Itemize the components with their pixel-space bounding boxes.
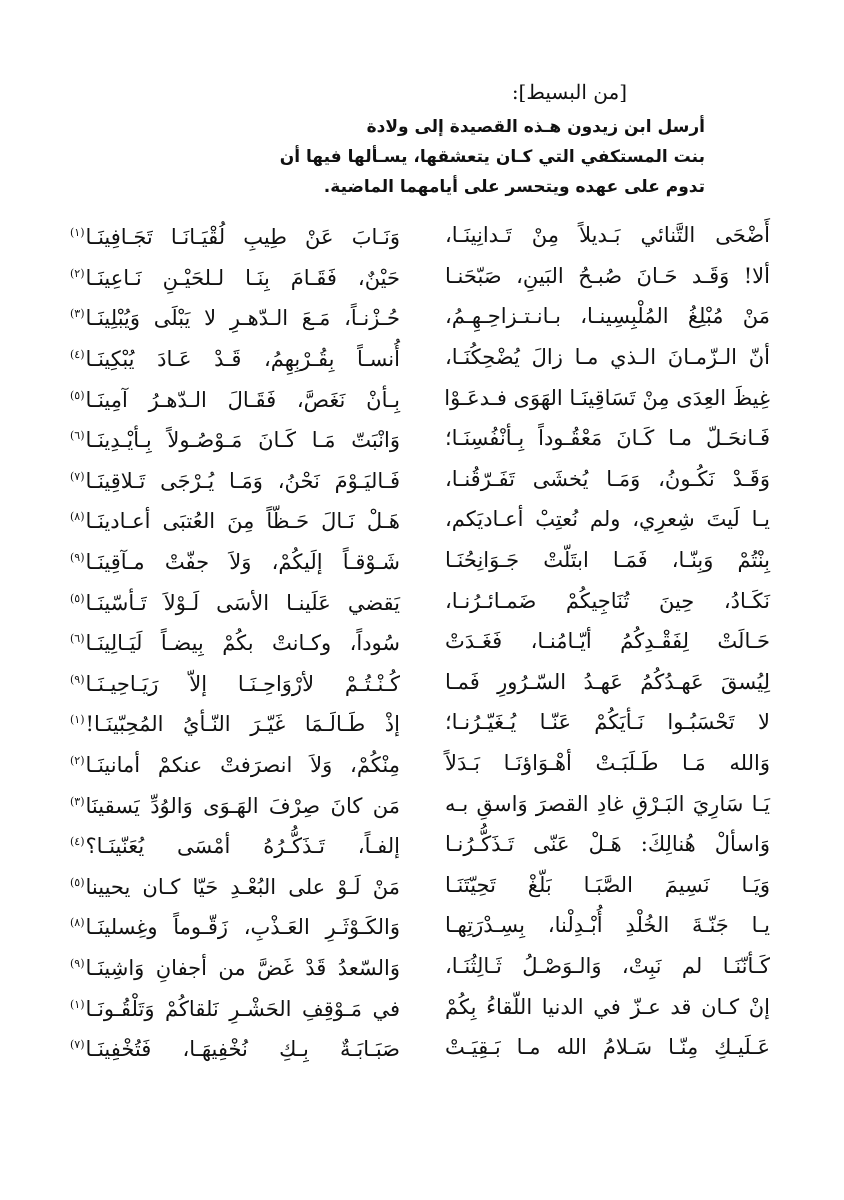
- verse-second-hemistich-text: مِنْكُمْ، وَلاَ انصرَفتْ عنكمْ أمانينَـا: [85, 753, 400, 778]
- footnote-marker: (٨): [70, 916, 85, 930]
- verse-row: [70, 946, 770, 987]
- footnote-marker: (١): [70, 226, 85, 240]
- verse-second-hemistich-text: وَنَـابَ عَنْ طِيبِ لُقْيَـانَـا تَجَـافِينَـا: [85, 225, 400, 250]
- verse-first-hemistich: حَـالَتْ لِفَقْـدِكُمُ أيّـامُنـا، فَغَـدَتْ: [445, 629, 770, 654]
- introduction-paragraph: [145, 112, 705, 202]
- footnote-marker: (٤): [70, 348, 85, 362]
- verse-second-hemistich: [70, 335, 400, 379]
- footnote-marker: (٥): [70, 388, 85, 402]
- verse-row: [70, 418, 770, 459]
- poem-verses: [70, 215, 770, 1067]
- intro-line: تدوم على عهده ويتحسر على أيامهما الماضية.: [323, 177, 705, 197]
- footnote-marker: (٧): [70, 1038, 85, 1052]
- footnote-marker: (١): [70, 997, 85, 1011]
- verse-row: [70, 337, 770, 378]
- verse-first-hemistich: لِيُسقَ عَهـدُكُمُ عَهـدُ السّـرُورِ فَمـا: [445, 669, 770, 694]
- verse-second-hemistich-text: سُوداً، وكـانتْ بكُمْ بِيضـاً لَيَـالِينَـا: [85, 631, 400, 656]
- verse-first-hemistich: يَـا سَارِيَ البَـرْقِ غادِ القصرَ وَاسقِ بـه: [445, 791, 770, 816]
- verse-row: [70, 824, 770, 865]
- footnote-marker: (٢): [70, 266, 85, 280]
- verse-first-hemistich: وَقَـدْ نَكُـونُ، وَمَـا يُخشَى تَفَـرّقُنـا،: [445, 466, 770, 491]
- footnote-marker: (٩): [70, 672, 85, 686]
- verse-row: [70, 499, 770, 540]
- verse-second-hemistich-text: وَانْبَتّ مَـا كَـانَ مَـوْصُـولاً بِـأيْـدِينَـا: [85, 428, 400, 453]
- verse-row: [70, 296, 770, 337]
- verse-second-hemistich: [70, 985, 400, 1029]
- verse-second-hemistich-text: بِـأنْ نَغَصَّ، فَقَـالَ الـدّهـرُ آمِينَـا: [85, 387, 400, 412]
- verse-second-hemistich: [70, 416, 400, 460]
- footnote-marker: (٥): [70, 875, 85, 889]
- verse-second-hemistich: [70, 660, 400, 704]
- verse-row: [70, 540, 770, 581]
- verse-first-hemistich: ألا! وَقَـد حَـانَ صُبـحُ البَينِ، صَبّحَنـا: [445, 263, 770, 288]
- verse-second-hemistich-text: صَبَـابَـةٌ بِـكِ نُخْفِيهَـا، فَتُخْفِينَـا: [85, 1037, 400, 1062]
- verse-second-hemistich-text: وَالكَـوْثَـرِ العَـذْبِ، زَقّـوماً وغِسلينَـا: [85, 915, 400, 940]
- verse-second-hemistich: [70, 579, 400, 623]
- verse-row: [70, 905, 770, 946]
- verse-second-hemistich-text: أُنسـاً بِقُـرْبِهِمُ، قَـدْ عَـادَ يُبْكِينَـا: [85, 347, 400, 372]
- footnote-marker: (٩): [70, 551, 85, 565]
- verse-second-hemistich-text: وَالسّعدُ قَدْ غَضَّ من أجفانِ وَاشِينَـا: [85, 955, 400, 980]
- footnote-marker: (١): [70, 713, 85, 727]
- verse-second-hemistich-text: شَـوْقـاً إلَيكُمْ، وَلاَ جفّتْ مـآقِينَـا: [85, 550, 400, 575]
- verse-second-hemistich: [70, 782, 400, 826]
- verse-row: [70, 702, 770, 743]
- verse-second-hemistich: [70, 213, 400, 257]
- footnote-marker: (٥): [70, 591, 85, 605]
- verse-row: [70, 986, 770, 1027]
- verse-first-hemistich: وَالله مَـا طَـلَبَـتْ أهْـوَاؤنَـا بَـدَلاً: [445, 751, 770, 776]
- verse-first-hemistich: أَضْحَى التَّنائي بَـديلاً مِنْ تَـدانِينَـا،: [445, 223, 770, 248]
- verse-first-hemistich: يـا لَيتَ شِعرِي، ولم نُعتِبْ أعـاديَكم،: [445, 507, 770, 532]
- verse-second-hemistich: [70, 294, 400, 338]
- verse-row: [70, 621, 770, 662]
- verse-second-hemistich-text: هَـلْ نَـالَ حَـظّاً مِنَ العُتبَى أعـادينَـا: [85, 509, 400, 534]
- verse-row: [70, 377, 770, 418]
- verse-first-hemistich: نَكَـادُ، حِينَ تُنَاجِيكُمْ ضَمـائـرُنـا،: [445, 588, 770, 613]
- verse-first-hemistich: يـا جَنّـةَ الخُلْدِ أُبْـدِلْنا، بِسِـدْرَتِهـا: [445, 913, 770, 938]
- verse-second-hemistich: [70, 497, 400, 541]
- verse-second-hemistich: [70, 863, 400, 907]
- verse-second-hemistich-text: حُـزْنـاً، مَـعَ الـدّهـرِ لا يَبْلَى وَيُبْلِينَـا: [85, 306, 400, 331]
- meter-label: [من البسيط]:: [511, 80, 627, 104]
- footnote-marker: (٩): [70, 956, 85, 970]
- verse-second-hemistich-text: فَـاليَـوْمَ نَحْنُ، وَمَـا يُـرْجَى تَـلاقِينَـا: [85, 468, 400, 493]
- verse-row: [70, 743, 770, 784]
- verse-first-hemistich: عَـلَيـكِ مِنّـا سَـلامُ الله مـا بَـقِيَـتْ: [445, 1035, 770, 1060]
- verse-row: [70, 662, 770, 703]
- footnote-marker: (٣): [70, 307, 85, 321]
- footnote-marker: (٦): [70, 429, 85, 443]
- verse-second-hemistich: [70, 376, 400, 420]
- verse-first-hemistich: لا تَحْسَبُـوا نَـأيَكُمْ عَنّـا يُـغَيّـرُنـا؛: [445, 710, 770, 735]
- verse-second-hemistich: [70, 254, 400, 298]
- verse-second-hemistich-text: إلفـاً، تَـذَكُّـرُهُ أمْسَى يُعَنّينَـا؟: [85, 834, 400, 859]
- verse-first-hemistich: إنْ كـان قد عـزّ في الدنيا اللّقاءُ بِكُمْ: [445, 994, 770, 1019]
- verse-row: [70, 215, 770, 256]
- footnote-marker: (٣): [70, 794, 85, 808]
- verse-first-hemistich: كَـأنّنَـا لم نَبِتْ، وَالـوَصْـلُ ثَـالِثُنَـا،: [445, 953, 770, 978]
- verse-row: [70, 459, 770, 500]
- footnote-marker: (٤): [70, 835, 85, 849]
- verse-first-hemistich: أنّ الـزّمـانَ الـذي مـا زالَ يُضْحِكُنَـا،: [445, 345, 770, 370]
- verse-second-hemistich-text: حَيْنٌ، فَقَـامَ بِنَـا لـلحَيْـنِ نَـاعِينَـا: [85, 265, 400, 290]
- verse-second-hemistich-text: إذْ طَـالَـمَا غَيّـرَ النّـأيُ المُحِبّينَـا!: [85, 712, 400, 737]
- verse-first-hemistich: بِنْتُمْ وَبِنّـا، فَمَـا ابتَلّتْ جَـوَانِحُنَـا: [445, 548, 770, 573]
- footnote-marker: (٨): [70, 510, 85, 524]
- verse-row: [70, 1027, 770, 1068]
- verse-second-hemistich-text: مَن كانَ صِرْفَ الهَـوَى وَالوُدِّ يَسقينَا: [85, 793, 400, 818]
- intro-line: أرسل ابن زيدون هـذه القصيدة إلى ولادة: [366, 117, 705, 137]
- verse-first-hemistich: مَنْ مُبْلِغُ المُلْبِسِينـا، بـانـتـزاحِـهِـمُ،: [445, 304, 770, 329]
- meter-heading: [512, 80, 627, 104]
- verse-second-hemistich-text: كُـنْـتُـمْ لأرْوَاحِـنَـا إلاّ رَيَـاحِيـنَـا: [85, 671, 400, 696]
- footnote-marker: (٧): [70, 469, 85, 483]
- verse-first-hemistich: وَاسألْ هُنالِكَ: هَـلْ عَنّى تَـذَكُّـرُنـا: [445, 832, 770, 857]
- verse-second-hemistich: [70, 741, 400, 785]
- verse-first-hemistich: غِيظَ العِدَى مِنْ تَسَاقِينَـا الهَوَى فـدعَـوْا: [444, 385, 770, 410]
- verse-second-hemistich: [70, 822, 400, 866]
- verse-second-hemistich-text: مَنْ لَـوْ على البُعْـدِ حَيّا كـان يحيينا: [85, 874, 400, 899]
- verse-second-hemistich: [70, 538, 400, 582]
- footnote-marker: (٢): [70, 754, 85, 768]
- verse-row: [70, 580, 770, 621]
- verse-second-hemistich: [70, 700, 400, 744]
- verse-first-hemistich: فَـانحَـلّ مـا كَـانَ مَعْقُـوداً بِـأنْفُسِنَـا؛: [445, 426, 770, 451]
- verse-second-hemistich: [70, 903, 400, 947]
- verse-second-hemistich: [70, 1025, 400, 1069]
- verse-first-hemistich: وَيَـا نَسِيمَ الصَّبَـا بَلّغْ تَحِيّتَنَـا: [445, 872, 770, 897]
- verse-second-hemistich-text: يَقضي عَلَينـا الأسَى لَـوْلاَ تَـأسّينَـا: [85, 590, 400, 615]
- footnote-marker: (٦): [70, 632, 85, 646]
- intro-line: بنت المستكفي التي كـان يتعشقها، يسـألها فيها أن: [279, 147, 705, 167]
- verse-second-hemistich: [70, 619, 400, 663]
- verse-second-hemistich-text: في مَـوْقِفِ الحَشْـرِ نَلقاكُمْ وَتَلْقُـونَـا: [85, 996, 400, 1021]
- verse-row: [70, 256, 770, 297]
- verse-row: [70, 865, 770, 906]
- verse-second-hemistich: [70, 944, 400, 988]
- verse-second-hemistich: [70, 457, 400, 501]
- verse-row: [70, 783, 770, 824]
